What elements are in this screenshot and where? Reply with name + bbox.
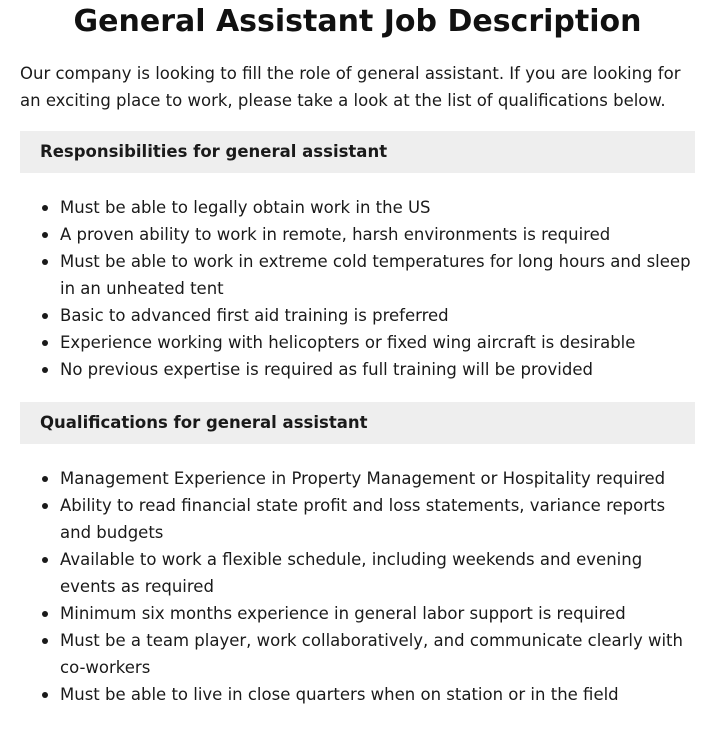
list-item: Management Experience in Property Management or Hospitality required: [20, 465, 695, 492]
list-item: Must be able to live in close quarters when on station or in the field: [20, 681, 695, 708]
qualifications-list: [20, 465, 695, 708]
intro-paragraph: Our company is looking to fill the role of general assistant. If you are looking for an exciting place to work, please take a look at the list of qualifications below.: [20, 64, 681, 110]
list-item: No previous expertise is required as full training will be provided: [20, 356, 695, 383]
responsibilities-list: [20, 194, 695, 383]
list-item: Ability to read financial state profit and loss statements, variance reports and budgets: [20, 492, 695, 546]
list-item: Must be able to work in extreme cold temperatures for long hours and sleep in an unheated tent: [20, 248, 695, 302]
list-item: Minimum six months experience in general labor support is required: [20, 600, 695, 627]
qualifications-heading: Qualifications for general assistant: [20, 402, 695, 444]
list-item: Experience working with helicopters or fixed wing aircraft is desirable: [20, 329, 695, 356]
page-title: General Assistant Job Description: [73, 4, 642, 39]
responsibilities-heading: Responsibilities for general assistant: [20, 131, 695, 173]
list-item: Available to work a flexible schedule, including weekends and evening events as required: [20, 546, 695, 600]
list-item: A proven ability to work in remote, harsh environments is required: [20, 221, 695, 248]
list-item: Must be able to legally obtain work in the US: [20, 194, 695, 221]
list-item: Basic to advanced first aid training is preferred: [20, 302, 695, 329]
list-item: Must be a team player, work collaboratively, and communicate clearly with co-workers: [20, 627, 695, 681]
